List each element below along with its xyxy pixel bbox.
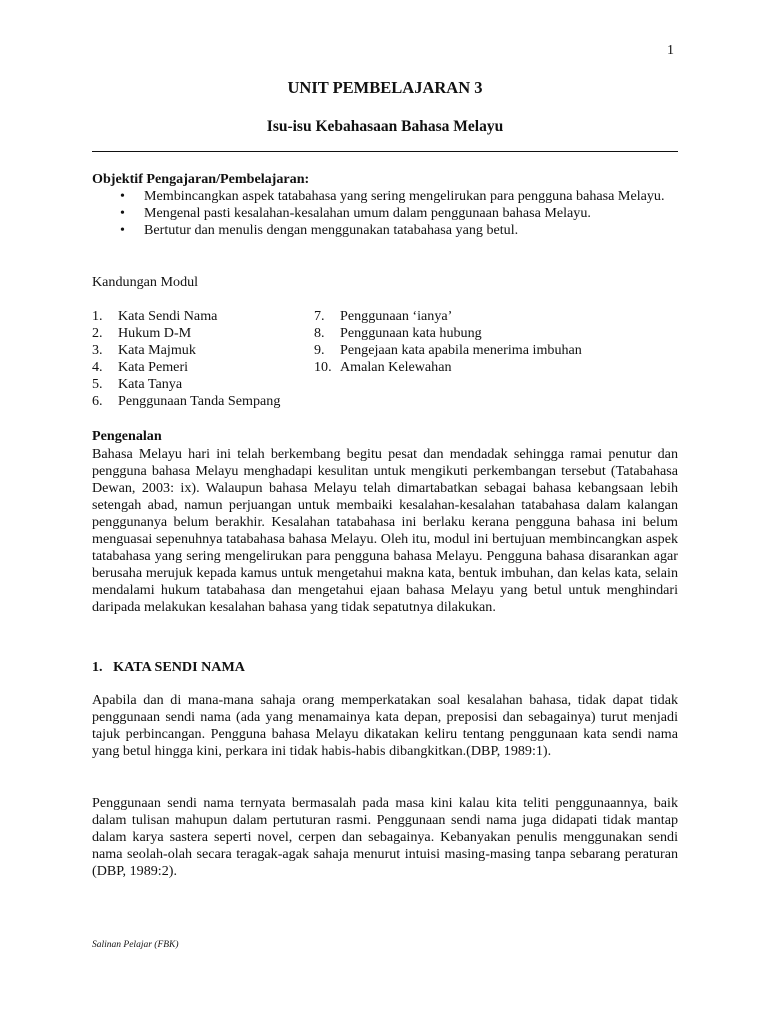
objective-item: • Mengenal pasti kesalahan-kesalahan umum dalam penggunaan bahasa Melayu. [120,205,591,221]
contents-list [92,308,678,410]
objective-item: • Membincangkan aspek tatabahasa yang sering mengelirukan para pengguna bahasa Melayu. [120,188,665,204]
contents-column-left [92,308,280,410]
module-item: 3. Kata Majmuk [92,342,196,358]
module-item: 4. Kata Pemeri [92,359,189,375]
contents-heading: Kandungan Modul [92,274,199,290]
unit-subtitle: Isu-isu Kebahasaan Bahasa Melayu [266,118,504,135]
module-item: 7. Penggunaan ‘ianya’ [314,308,453,324]
section-heading-kata-sendi-nama: 1. KATA SENDI NAMA [92,659,245,675]
module-item: 6. Penggunaan Tanda Sempang [92,393,281,409]
introduction-paragraph: Bahasa Melayu hari ini telah berkembang begitu pesat dan mendadak sehingga ramai penutur dan pengguna bahasa Melayu menghadapi kesulitan untuk mengikuti perkembangan tersebut (Tatabahasa Dewan, 2003: ix). Walaupun bahasa Melayu telah dimartabatkan sebagai bahasa kebangsaan lebih setengah abad, namun perjuangan untuk membaiki kesalahan-kesalahan tatabahasa dalam kalangan penggunanya belum berakhir. Kesalahan tatabahasa ini berlaku kerana pengguna bahasa ini belum menguasai sepenuhnya tatabahasa bahasa Melayu. Oleh itu, modul ini bertujuan membincangkan aspek tatabahasa yang sering mengelirukan para pengguna bahasa Melayu. Pengguna bahasa disarankan agar berusaha merujuk kepada kamus untuk mengetahui makna kata, bentuk imbuhan, dan kelas kata, selain mendalami hukum tatabahasa dan mengetahui ejaan bahasa Melayu yang betul untuk menghindari daripada melakukan kesalahan bahasa yang tidak sepatutnya dilakukan. [92,446,678,615]
objective-item: • Bertutur dan menulis dengan menggunakan tatabahasa yang betul. [120,222,519,238]
module-item: 8. Penggunaan kata hubung [314,325,482,341]
unit-title: UNIT PEMBELAJARAN 3 [287,78,483,97]
contents-column-right [314,308,582,376]
module-item: 2. Hukum D-M [92,325,192,341]
page-number: 1 [667,43,674,58]
module-item: 10. Amalan Kelewahan [314,359,452,375]
module-item: 1. Kata Sendi Nama [92,308,218,324]
introduction-heading: Pengenalan [92,428,162,444]
section-paragraph: Penggunaan sendi nama ternyata bermasalah pada masa kini kalau kita teliti penggunaannya, baik dalam tulisan mahupun dalam pertuturan rasmi. Penggunaan sendi nama juga didapati tidak mantap dalam karya sastera seperti novel, cerpen dan sebagainya. Kebanyakan penulis menggunakan sendi nama seolah-olah secara teragak-agak sahaja menurut intuisi masing-masing tanpa sebarang peraturan (DBP, 1989:2). [92,795,678,879]
objectives-list [92,188,678,239]
objectives-heading: Objektif Pengajaran/Pembelajaran: [92,171,310,187]
module-item: 5. Kata Tanya [92,376,183,392]
footer-note: Salinan Pelajar (FBK) [92,940,179,950]
bullet-icon: • [120,188,125,204]
title-divider [92,151,678,152]
section-paragraph: Apabila dan di mana-mana sahaja orang memperkatakan soal kesalahan bahasa, tidak dapat tidak penggunaan sendi nama (ada yang menamainya kata depan, preposisi dan sebagainya) turut menjadi tajuk perbincangan. Pengguna bahasa Melayu dikatakan keliru tentang penggunaan kata sendi nama yang betul hingga kini, perkara ini tidak habis-habis dibangkitkan.(DBP, 1989:1). [92,692,678,759]
bullet-icon: • [120,222,125,238]
bullet-icon: • [120,205,125,221]
module-item: 9. Pengejaan kata apabila menerima imbuhan [314,342,582,358]
objectives-section [92,171,678,239]
